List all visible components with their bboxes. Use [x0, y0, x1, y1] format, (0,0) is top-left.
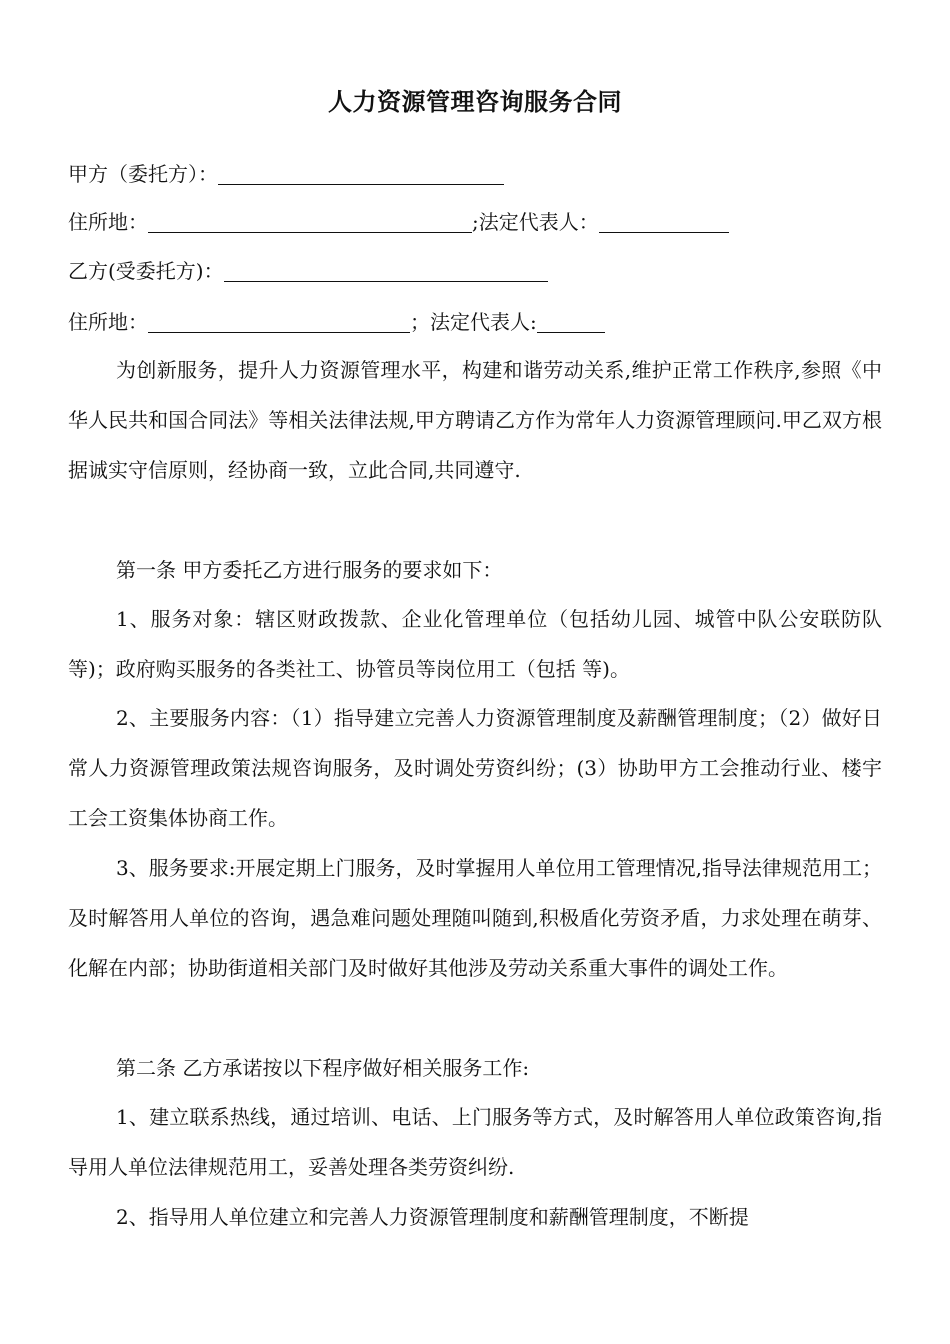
article-2-item-1: 1、建立联系热线，通过培训、电话、上门服务等方式，及时解答用人单位政策咨询,指导用人单位法律规范用工，妥善处理各类劳资纠纷.: [68, 1105, 882, 1179]
party-a-rep-label: ;法定代表人：: [472, 210, 599, 234]
document-title: 人力资源管理咨询服务合同: [328, 87, 622, 116]
party-a-rep-blank[interactable]: [599, 208, 729, 233]
article-1-item-3: 3、服务要求:开展定期上门服务，及时掌握用人单位用工管理情况,指导法律规范用工；及时解答用人单位的咨询，遇急难问题处理随叫随到,积极盾化劳资矛盾，力求处理在萌芽、化解在内部；协助街道相关部门及时做好其他涉及劳动关系重大事件的调处工作。: [68, 856, 882, 980]
article-2-heading: 第二条 乙方承诺按以下程序做好相关服务工作:: [116, 1056, 530, 1080]
party-b-rep-blank[interactable]: [537, 308, 605, 333]
party-a-label: 甲方（委托方）：: [68, 162, 218, 186]
party-a-name-blank[interactable]: [218, 160, 504, 185]
article-1-item-1: 1、服务对象：辖区财政拨款、企业化管理单位（包括幼儿园、城管中队公安联防队等)；政府购买服务的各类社工、协管员等岗位用工（包括 等)。: [68, 607, 882, 681]
article-1-heading: 第一条 甲方委托乙方进行服务的要求如下：: [116, 558, 503, 582]
party-a-line: [68, 157, 504, 191]
party-a-address-line: [68, 205, 729, 239]
article-2-item-2: 2、指导用人单位建立和完善人力资源管理制度和薪酬管理制度，不断提: [116, 1205, 749, 1229]
party-b-line: [68, 254, 548, 288]
party-b-name-blank[interactable]: [224, 257, 548, 282]
party-b-label: 乙方(受委托方)：: [68, 259, 224, 283]
party-b-rep-label: ；法定代表人:: [410, 310, 537, 334]
party-a-address-blank[interactable]: [148, 208, 472, 233]
article-1-item-2: 2、主要服务内容：（1）指导建立完善人力资源管理制度及薪酬管理制度；（2）做好日常人力资源管理政策法规咨询服务，及时调处劳资纠纷；(3）协助甲方工会推动行业、楼宇工会工资集体协商工作。: [68, 706, 882, 830]
party-b-address-label: 住所地：: [68, 310, 148, 334]
party-a-address-label: 住所地：: [68, 210, 148, 234]
preamble-paragraph: 为创新服务，提升人力资源管理水平，构建和谐劳动关系,维护正常工作秩序,参照《中华人民共和国合同法》等相关法律法规,甲方聘请乙方作为常年人力资源管理顾问.甲乙双方根据诚实守信原则，经协商一致，立此合同,共同遵守.: [68, 358, 882, 482]
party-b-address-line: [68, 305, 605, 339]
party-b-address-blank[interactable]: [148, 308, 410, 333]
